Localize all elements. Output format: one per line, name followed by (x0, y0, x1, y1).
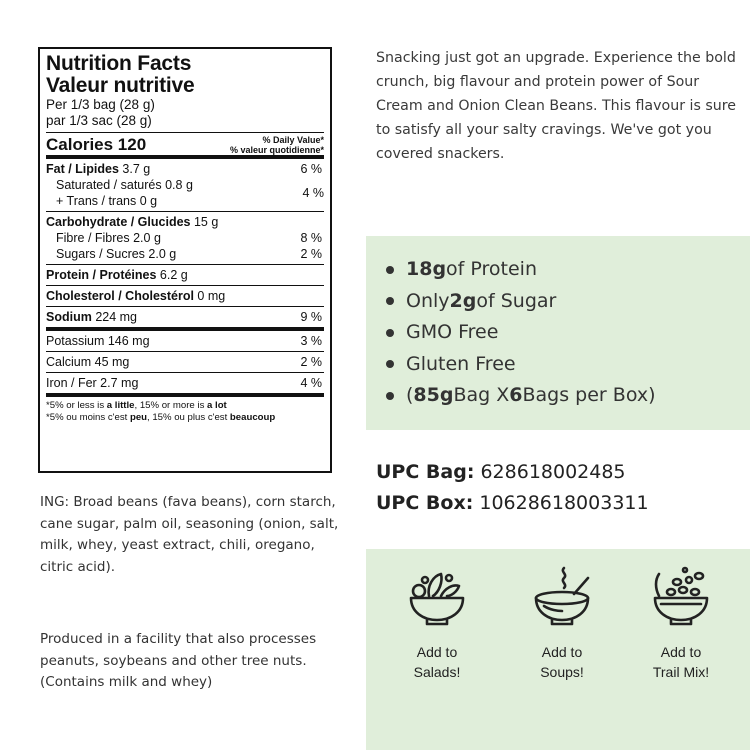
feature-bag-count: ( 85g Bag X 6 Bags per Box) (386, 380, 750, 412)
feature-protein: 18g of Protein (386, 254, 750, 286)
protein-amount: 6.2 g (156, 268, 188, 282)
calcium-pct: 2 % (300, 355, 322, 369)
nutrition-facts-panel (38, 47, 332, 473)
nutrition-title-en: Nutrition Facts (46, 52, 192, 75)
trans-label: + Trans / trans 0 g (56, 194, 158, 208)
cholesterol-label: Cholesterol / Cholestérol (46, 289, 194, 303)
fibre-label: Fibre / Fibres 2.0 g (56, 231, 161, 245)
use-trail-mix (626, 549, 736, 682)
iron-pct: 4 % (300, 376, 322, 390)
daily-value-header (230, 135, 324, 155)
uses-panel (366, 549, 750, 750)
fat-amount: 3.7 g (118, 162, 151, 176)
calcium-row (46, 351, 324, 372)
allergen-statement: Produced in a facility that also processes peanuts, soybeans and other tree nuts. (Contains milk and whey) (40, 631, 317, 690)
protein-label: Protein / Protéines (46, 268, 157, 282)
carb-group (46, 211, 324, 264)
iron-label: Iron / Fer 2.7 mg (46, 376, 139, 390)
sat-trans-pct: 4 % (302, 186, 324, 200)
use-salads (382, 549, 492, 682)
upc-codes (376, 457, 649, 519)
use-soups (507, 549, 617, 682)
sodium-label: Sodium (46, 310, 92, 324)
footnote-fr: *5% ou moins c'est peu, 15% ou plus c'est beaucoup (46, 411, 276, 423)
sodium-pct: 9 % (300, 310, 322, 324)
serving-size-en: Per 1/3 bag (28 g) (46, 97, 155, 112)
potassium-pct: 3 % (300, 334, 322, 348)
use-trail-mix-label: Add to Trail Mix! (652, 644, 710, 680)
cholesterol-row (46, 285, 324, 306)
saturated-label: Saturated / saturés 0.8 g (56, 178, 193, 192)
salad-bowl-icon (405, 564, 469, 628)
calories-row (46, 132, 324, 155)
sugars-label: Sugars / Sucres 2.0 g (56, 247, 177, 261)
sugars-pct: 2 % (300, 247, 322, 261)
protein-row (46, 264, 324, 285)
potassium-label: Potassium 146 mg (46, 334, 150, 348)
ingredients-text: ING: Broad beans (fava beans), corn starch, cane sugar, palm oil, seasoning (onion, salt, milk, whey, yeast extract, chili, oregano, citric acid). (40, 494, 339, 575)
features-list (366, 236, 750, 412)
nutrition-title-fr: Valeur nutritive (46, 74, 195, 97)
sodium-row (46, 306, 324, 327)
use-soups-label: Add to Soups! (540, 644, 584, 680)
calcium-label: Calcium 45 mg (46, 355, 130, 369)
serving-size-fr: par 1/3 sac (28 g) (46, 113, 152, 128)
soup-bowl-icon (530, 564, 594, 628)
carb-amount: 15 g (190, 215, 219, 229)
nutrition-footnote (46, 393, 324, 423)
upc-box: UPC Box: 10628618003311 (376, 492, 649, 514)
feature-gluten: Gluten Free (386, 349, 750, 381)
fat-label: Fat / Lipides (46, 162, 119, 176)
feature-gmo: GMO Free (386, 317, 750, 349)
trail-mix-icon (649, 564, 713, 628)
calories-label: Calories 120 (46, 135, 147, 154)
iron-row (46, 372, 324, 393)
feature-sugar: Only 2g of Sugar (386, 286, 750, 318)
carb-label: Carbohydrate / Glucides (46, 215, 191, 229)
daily-value-fr: % valeur quotidienne* (229, 145, 324, 155)
product-description: Snacking just got an upgrade. Experience the bold crunch, big flavour and protein power of Sour Cream and Onion Clean Beans. This flavour is sure to satisfy all your salty cravings. We've got you covered snackers. (376, 50, 737, 162)
cholesterol-amount: 0 mg (193, 289, 226, 303)
fat-pct: 6 % (300, 162, 322, 176)
upc-bag: UPC Bag: 628618002485 (376, 461, 626, 483)
fibre-pct: 8 % (300, 231, 322, 245)
potassium-row (46, 327, 324, 351)
daily-value-en: % Daily Value* (262, 135, 324, 145)
features-panel (366, 236, 750, 430)
use-salads-label: Add to Salads! (413, 644, 461, 680)
footnote-en: *5% or less is a little, 15% or more is a lot (46, 400, 227, 411)
sodium-amount: 224 mg (91, 310, 138, 324)
fat-group (46, 155, 324, 211)
